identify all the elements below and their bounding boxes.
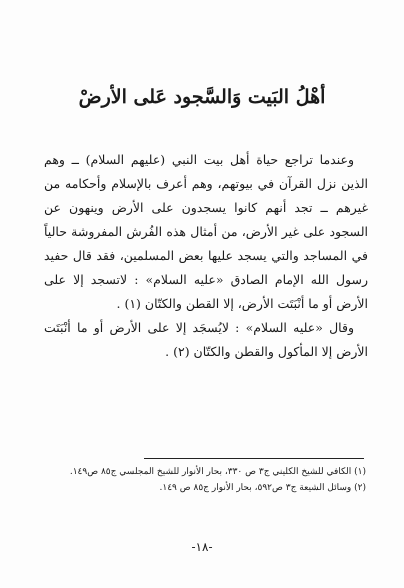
paragraph-2: وقال «عليه السلام» : لايُسجَد إلا على الأرض أو ما أنْبَتَت الأرض إلا المأكول والقطن والكتّان (٢) . — [44, 320, 368, 359]
footnote-2: (٢) وسائل الشيعة ج٣ ص٥٩٢، بحار الأنوار ج٨٥ ص ١٤٩. — [159, 483, 366, 493]
body-text — [44, 148, 368, 364]
page-title: أهْلُ البَيت وَالسَّجود عَلى الأرضْ — [78, 86, 326, 108]
footnote-1: (١) الكافي للشيخ الكليني ج٣ ص ٣٣٠، بحار الأنوار للشيخ المجلسي ج٨٥ ص١٤٩. — [69, 467, 366, 477]
page-number: -١٨- — [191, 540, 213, 554]
footnote-divider — [144, 458, 364, 459]
footnotes — [40, 464, 366, 496]
paragraph-1: وعندما تراجع حياة أهل بيت النبي (عليهم السلام) ــ وهم الذين نزل القرآن في بيوتهم، وهم أعرف بالإسلام وأحكامه من غيرهم ــ تجد أنهم كانوا يسجدون على الأرض وينهون عن السجود على غير الأرض، من أمثال هذه الفُرش المفروشة حالياً في المساجد والتي يسجد عليها بعض المسلمين، فقد قال حفيد رسول الله الإمام الصادق «عليه السلام» : لاتسجد إلا على الأرض أو ما أنْبَتَت الأرض، إلا القطن والكتّان (١) . — [44, 152, 368, 311]
